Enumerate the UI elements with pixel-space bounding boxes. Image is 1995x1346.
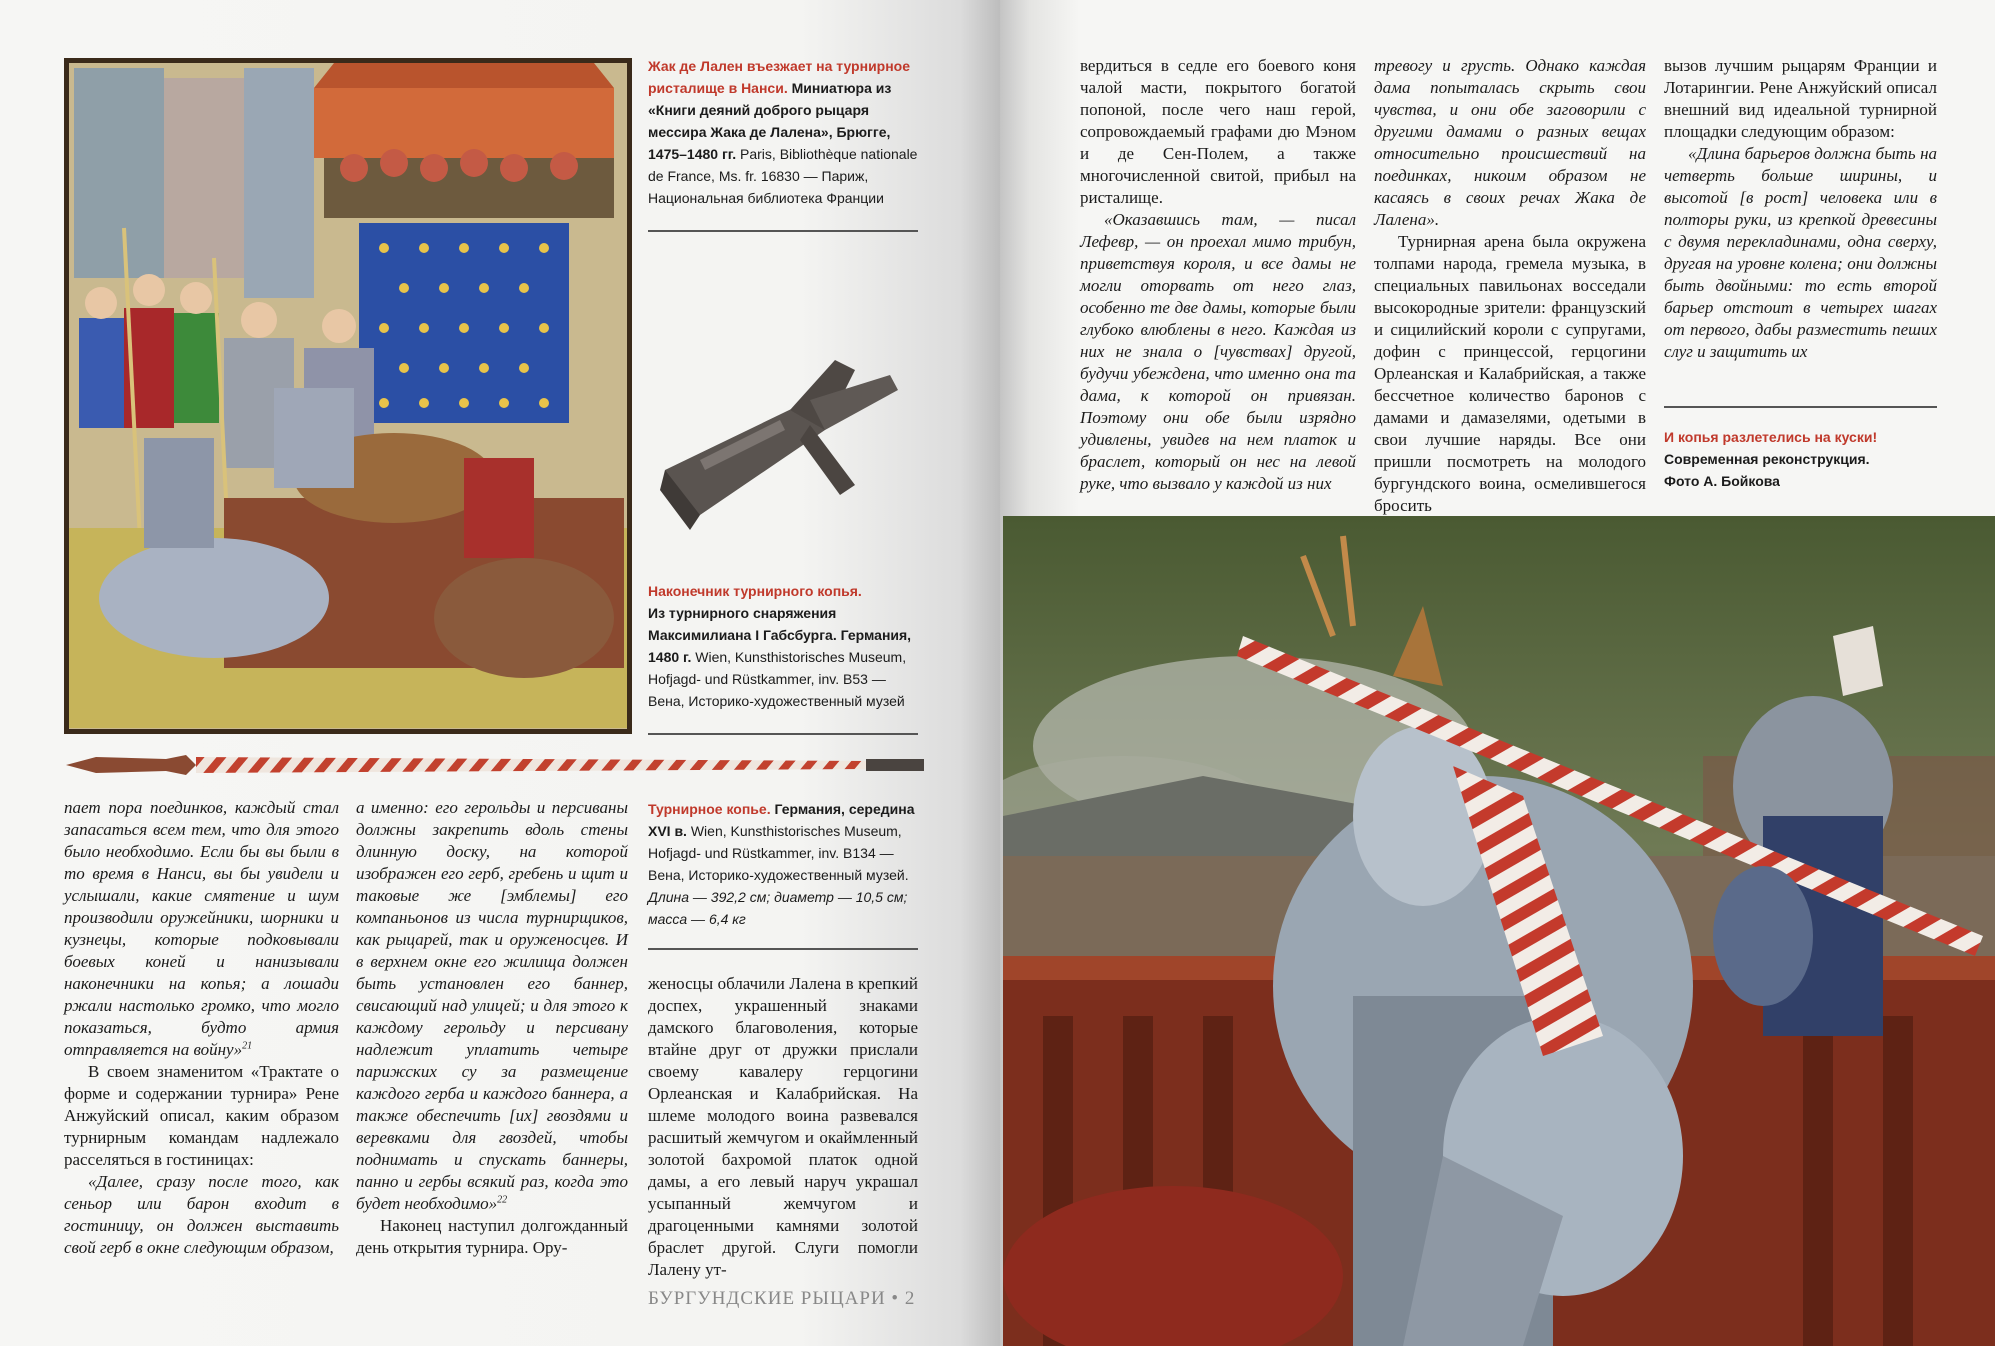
text-column-2 xyxy=(1374,55,1646,517)
caption-divider xyxy=(648,230,918,232)
footnote-ref: 22 xyxy=(497,1194,508,1206)
text-column-1 xyxy=(64,797,339,1259)
caption-text: Wien, Kunsthistorisches Museum, Hofjagd- und Rüstkammer, inv. B53 — Вена, Историко-художественный музей xyxy=(648,649,907,709)
paragraph: Турнирная арена была окружена толпами народа, гремела музыка, в специальных павильонах восседали высокородные зрители: французский и сицилийский короли с супругами, дофин с принцессой, герцогини Орлеанская и Калабрийская, а также бессчетное количество баронов с дамами и дамазелями, одетыми в свои лучшие наряды. Все они пришли посмотреть на молодого бургундского воина, осмелившегося бросить xyxy=(1374,232,1646,515)
paragraph-text: пает пора поединков, каждый стал запасаться всем тем, что для этого было необходимо. Если бы вы были в то время в Нанси, вы бы увидели и услышали, какие смятение и шум производили оружейники, шорники и кузнецы, которые подковывали боевых коней и нанизывали наконечники на копья; а лошади ржали настолько громко, что могло показаться, будто армия отправляется на войну» xyxy=(64,798,339,1059)
paragraph xyxy=(356,797,628,1215)
paragraph-text: а именно: его герольды и персиваны должны закрепить вдоль стены длинную доску, на которой изображен его герб, гребень и щит и таковые же [эмблемы] его компаньонов из числа турнирщиков, как рыцарей, так и оруженосцев. И в верхнем окне его жилища должен быть установлен его баннер, свисающий над улицей; и для этого к каждому герольду и персивану надлежит уплатить четыре парижских су за размещение каждого герба и каждого баннера, а также обеспечить [их] гвоздями и веревками для гвоздей, чтобы поднимать и спускать баннеры, панно и гербы всякий раз, когда это будет необходимо» xyxy=(356,798,628,1213)
photo-caption xyxy=(1664,426,1937,492)
text-column-3 xyxy=(648,973,918,1281)
caption-bold: Миниатюра из «Книги деяний доброго рыцаря мессира Жака де Лалена», Брюгге, 1475–1480 гг. xyxy=(648,80,892,162)
photo-credit: Фото А. Бойкова xyxy=(1664,473,1780,489)
paragraph: вызов лучшим рыцарям Франции и Лотарингии. Рене Анжуйский описал внешний вид идеальной турнирной площадки следующим образом: xyxy=(1664,56,1937,141)
running-footer: БУРГУНДСКИЕ РЫЦАРИ • 2 xyxy=(648,1288,916,1309)
miniature-caption xyxy=(648,55,918,209)
spear-tip-caption xyxy=(648,580,918,712)
caption-text: Wien, Kunsthistorisches Museum, Hofjagd- und Rüstkammer, inv. B134 — Вена, Историко-художественный музей. xyxy=(648,823,909,883)
caption-bold: Из турнирного снаряжения Максимилиана I Габсбурга. Германия, 1480 г. xyxy=(648,605,912,665)
paragraph: Наконец наступил долгожданный день открытия турнира. Ору- xyxy=(356,1216,628,1257)
jousting-photo xyxy=(1003,516,1995,1346)
right-page xyxy=(1000,0,1995,1346)
caption-divider xyxy=(648,948,918,950)
caption-bold: Германия, середина XVI в. xyxy=(648,801,915,839)
paragraph: женосцы облачили Лалена в крепкий доспех, украшенный знаками дамского благоволения, которые втайне друг от дружки прислали своему кавалеру герцогини Орлеанская и Калабрийская. На шлеме молодого воина развевался расшитый жемчугом и окаймленный золотой бахромой платок одной дамы, а его левый наруч украшал усыпанный жемчугом и драгоценными камнями золотой браслет другой. Слуги помогли Лалену ут- xyxy=(648,974,918,1279)
paragraph: «Оказавшись там, — писал Лефевр, — он проехал мимо трибун, приветствуя короля, и все дамы не могли оторвать от него глаз, особенно те две дамы, которые были глубоко влюблены в него. Каждая из них не знала о [чувствах] другой, будучи убеждена, что именно она та дама, к которой он привязан. Поэтому они обе были изрядно удивлены, увидев на нем платок и браслет, который он нес на левой руке, что вызвало у каждой из них xyxy=(1080,210,1356,493)
lance-caption xyxy=(648,798,918,930)
text-column-2 xyxy=(356,797,628,1259)
paragraph: В своем знаменитом «Трактате о форме и содержании турнира» Рене Анжуйский описал, каким образом турнирным командам надлежало расселяться в гостиницах: xyxy=(64,1062,339,1169)
caption-text: Paris, Bibliothèque nationale de France, Ms. fr. 16830 — Париж, Национальная библиотека Франции xyxy=(648,146,918,206)
caption-title: И копья разлетелись на куски! xyxy=(1664,429,1878,445)
caption-title: Наконечник турнирного копья. xyxy=(648,583,862,599)
caption-title: Жак де Лален въезжает на турнирное ристалище в Нанси. xyxy=(648,58,911,96)
caption-bold: Современная реконструкция. xyxy=(1664,451,1870,467)
paragraph: «Длина барьеров должна быть на четверть больше ширины, и высотой [в рост] человека или в полторы руки, из крепкой древесины с двумя перекладинами, одна сверху, другая на уровне колена; они должны быть двойными: то есть второй барьер отстоит в четырех шагах от первого, дабы разместить пеших слуг и защитить их xyxy=(1664,144,1937,361)
paragraph xyxy=(64,797,339,1061)
paragraph: «Далее, сразу после того, как сеньор или барон входит в гостиницу, он должен выставить свой герб в окне следующим образом, xyxy=(64,1172,339,1257)
spear-tip-image xyxy=(660,340,900,540)
caption-divider xyxy=(648,733,918,735)
footnote-ref: 21 xyxy=(242,1040,253,1052)
paragraph: тревогу и грусть. Однако каждая дама попыталась скрыть свои чувства, и они обе заговорили с другими дамами о разных вещах относительно происшествий на поединках, никоим образом не касаясь в своих речах Жака де Лалена». xyxy=(1374,56,1646,229)
paragraph: вердиться в седле его боевого коня чалой масти, покрытого богатой попоной, после чего наш герой, сопровождаемый графами дю Мэном и де Сен-Полем, а также многочисленной свитой, прибыл на ристалище. xyxy=(1080,56,1356,207)
miniature-illustration xyxy=(64,58,632,734)
text-column-3 xyxy=(1664,55,1937,363)
caption-dimensions: Длина — 392,2 см; диаметр — 10,5 см; масса — 6,4 кг xyxy=(648,889,908,927)
caption-title: Турнирное копье. xyxy=(648,801,771,817)
tournament-lance-image xyxy=(66,753,926,777)
caption-divider xyxy=(1664,406,1937,408)
text-column-1 xyxy=(1080,55,1356,495)
